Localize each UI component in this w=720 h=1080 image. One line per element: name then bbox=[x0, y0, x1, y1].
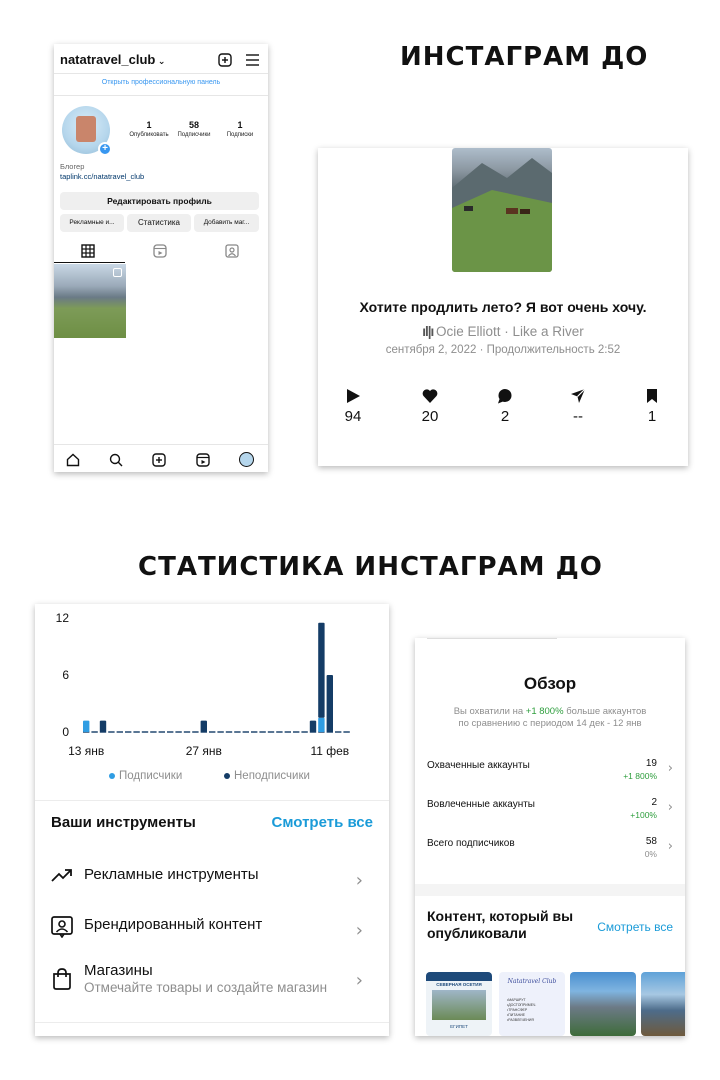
trending-up-icon bbox=[51, 866, 73, 884]
content-thumbnail[interactable] bbox=[426, 972, 492, 1036]
stat-posts[interactable]: 1 Опубликовать bbox=[129, 120, 169, 138]
chevron-right-icon: › bbox=[355, 870, 363, 891]
chevron-right-icon: › bbox=[667, 761, 673, 776]
audience-chart bbox=[35, 604, 389, 764]
thumb-brand: Natatravel Club bbox=[507, 978, 557, 985]
overview-row-engaged[interactable]: Вовлеченные аккаунты 2 +100% › bbox=[427, 797, 673, 820]
stats-tools-screenshot bbox=[35, 604, 389, 1036]
bar-non-followers bbox=[310, 721, 316, 732]
profile-nav-avatar[interactable] bbox=[239, 452, 254, 467]
y-tick-label: 0 bbox=[62, 725, 69, 739]
profile-screenshot bbox=[54, 44, 268, 472]
chevron-right-icon: › bbox=[667, 839, 673, 854]
legend-dot-followers bbox=[109, 773, 115, 779]
tool-branded-content[interactable]: Брендированный контент › bbox=[35, 916, 389, 966]
stat-followers[interactable]: 58 Подписчики bbox=[177, 120, 211, 138]
bar-followers bbox=[83, 721, 89, 732]
heading-instagram-before: ИНСТАГРАМ ДО bbox=[400, 42, 649, 72]
avatar[interactable] bbox=[62, 106, 110, 154]
shopping-bag-icon bbox=[51, 968, 73, 990]
reel-thumbnail[interactable] bbox=[452, 148, 552, 272]
pro-panel-link[interactable]: Открыть профессиональную панель bbox=[101, 79, 221, 86]
metric-likes: 20 bbox=[400, 388, 460, 425]
tools-see-all-link[interactable]: Смотреть все bbox=[271, 814, 373, 831]
audio-wave-icon: ıl|ı bbox=[422, 324, 436, 339]
overview-row-followers[interactable]: Всего подписчиков 58 0% › bbox=[427, 836, 673, 859]
y-tick-label: 12 bbox=[55, 611, 69, 625]
overview-row-reached[interactable]: Охваченные аккаунты 19 +1 800% › bbox=[427, 758, 673, 781]
add-story-icon[interactable]: + bbox=[98, 142, 112, 156]
insights-button[interactable]: Статистика bbox=[127, 214, 191, 232]
bottom-nav bbox=[54, 444, 268, 472]
edit-profile-button[interactable]: Редактировать профиль bbox=[60, 192, 259, 210]
overview-screenshot bbox=[415, 638, 685, 1036]
reels-tab-icon[interactable] bbox=[153, 244, 167, 258]
bar-followers bbox=[318, 718, 324, 732]
profile-post-thumbnail[interactable] bbox=[54, 264, 126, 338]
profile-username[interactable]: natatravel_club ⌄ bbox=[60, 52, 166, 67]
tagged-tab-icon[interactable] bbox=[225, 244, 239, 258]
create-icon[interactable] bbox=[152, 453, 166, 467]
stat-following[interactable]: 1 Подписки bbox=[226, 120, 254, 138]
bar-non-followers bbox=[327, 675, 333, 732]
content-thumbnail[interactable]: Natatravel Club •МАРШРУТ •ДОСТОПРИМЕЧ. •ТРАНСФЕР •ПИТАНИЕ •РАЗВЛЕЧЕНИЯ bbox=[499, 972, 565, 1036]
heart-icon bbox=[422, 388, 438, 404]
home-icon[interactable] bbox=[66, 453, 80, 467]
legend-non-followers: Неподписчики bbox=[224, 770, 310, 782]
bar-non-followers bbox=[318, 623, 324, 718]
menu-icon[interactable] bbox=[246, 54, 259, 66]
metric-comments: 2 bbox=[475, 388, 535, 425]
add-shop-button[interactable]: Добавить маг... bbox=[194, 214, 259, 232]
reels-icon[interactable] bbox=[196, 453, 210, 467]
profile-category: Блогер bbox=[60, 162, 85, 171]
play-icon bbox=[345, 388, 361, 404]
grid-icon[interactable] bbox=[81, 244, 95, 258]
metric-plays: 94 bbox=[323, 388, 383, 425]
chevron-right-icon: › bbox=[355, 970, 363, 991]
overview-title: Обзор bbox=[523, 674, 577, 693]
thumb-caption: СЕВЕРНАЯ ОСЕТИЯ bbox=[436, 982, 482, 987]
tool-shops[interactable]: Магазины Отмечайте товары и создайте магазин › bbox=[35, 962, 389, 1012]
tool-ads[interactable]: Рекламные инструменты › bbox=[35, 866, 389, 916]
bookmark-icon bbox=[644, 388, 660, 404]
reel-caption: Хотите продлить лето? Я вот очень хочу. bbox=[359, 299, 647, 315]
chevron-right-icon: › bbox=[667, 800, 673, 815]
ads-tools-button[interactable]: Рекламные и... bbox=[60, 214, 124, 232]
content-thumbnail[interactable] bbox=[641, 972, 685, 1036]
tools-title: Ваши инструменты bbox=[51, 814, 196, 831]
heading-stats-before: СТАТИСТИКА ИНСТАГРАМ ДО bbox=[138, 552, 603, 582]
reel-insights-screenshot bbox=[318, 148, 688, 466]
metric-saves: 1 bbox=[622, 388, 682, 425]
bar-non-followers bbox=[100, 721, 106, 732]
thumb-footer: ЕГИПЕТ bbox=[450, 1024, 468, 1029]
reel-badge-icon bbox=[113, 268, 122, 277]
x-tick-label: 11 фев bbox=[310, 744, 350, 758]
search-icon[interactable] bbox=[109, 453, 123, 467]
branded-content-icon bbox=[51, 916, 73, 938]
tool-shops-subtitle: Отмечайте товары и создайте магазин bbox=[84, 980, 328, 995]
share-icon bbox=[570, 388, 586, 404]
legend-dot-non-followers bbox=[224, 773, 230, 779]
chevron-right-icon: › bbox=[355, 920, 363, 941]
legend-followers: Подписчики bbox=[109, 770, 182, 782]
x-tick-label: 27 янв bbox=[185, 744, 222, 758]
new-post-icon[interactable] bbox=[218, 53, 232, 67]
comment-icon bbox=[497, 388, 513, 404]
x-tick-label: 13 янв bbox=[68, 744, 105, 758]
y-tick-label: 6 bbox=[62, 668, 69, 682]
metric-shares: -- bbox=[548, 388, 608, 425]
profile-link[interactable]: taplink.cc/natatravel_club bbox=[60, 172, 145, 181]
content-see-all-link[interactable]: Смотреть все bbox=[597, 920, 673, 934]
bar-non-followers bbox=[201, 721, 207, 732]
reel-audio[interactable]: ıl|ı Ocie Elliott · Like a River bbox=[422, 324, 584, 339]
reel-date-duration: сентября 2, 2022 · Продолжительность 2:52 bbox=[385, 344, 621, 356]
content-thumbnail[interactable] bbox=[570, 972, 636, 1036]
overview-summary: Вы охватили на +1 800% больше аккаунтов по сравнению с периодом 14 дек - 12 янв bbox=[453, 706, 647, 729]
content-section-title: Контент, который вы опубликовали bbox=[427, 908, 574, 941]
